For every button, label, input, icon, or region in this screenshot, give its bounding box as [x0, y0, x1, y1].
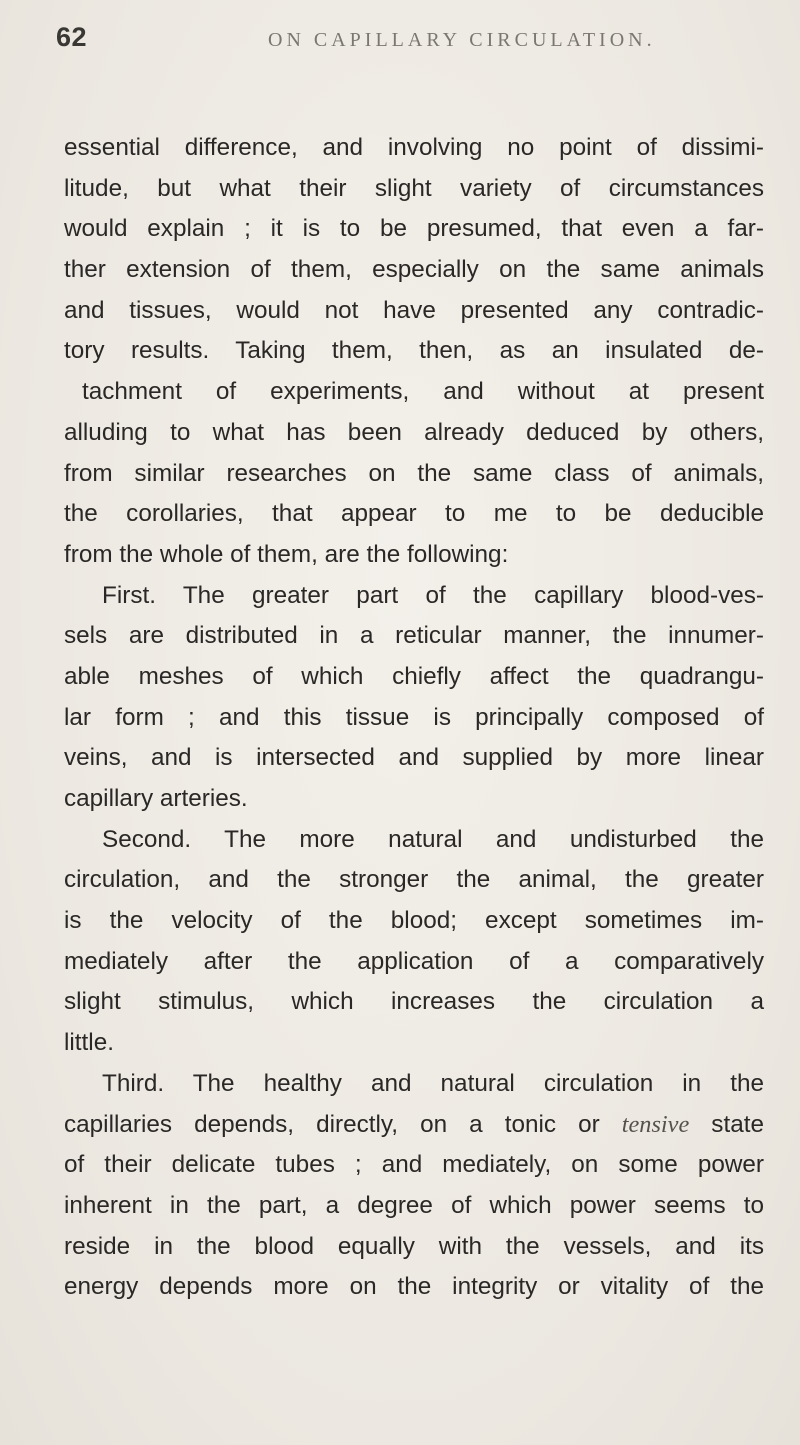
text-line: capillary arteries.: [64, 785, 248, 812]
text-line: and tissues, would not have presented any contradic-: [64, 296, 764, 324]
text-line: circulation, and the stronger the animal, the greater: [64, 866, 764, 894]
paragraph-first-line: Second. The more natural and undisturbed the: [102, 825, 764, 853]
text-line: slight stimulus, which increases the circulation a: [64, 988, 764, 1016]
text-line-with-italic: [64, 1105, 764, 1146]
italic-word: tensive: [621, 1110, 690, 1138]
text-line: mediately after the application of a comparatively: [64, 947, 764, 975]
text-line: tory results. Taking them, then, as an insulated de-: [64, 337, 764, 365]
page-number: 62: [56, 22, 88, 52]
text-line: little.: [64, 1029, 114, 1057]
paragraph-first-line: Third. The healthy and natural circulation in the: [102, 1069, 764, 1097]
text-line: alluding to what has been already deduced by others,: [64, 418, 764, 446]
text-line: the corollaries, that appear to me to be deducible: [64, 500, 764, 528]
text-line: tachment of experiments, and without at present: [82, 378, 764, 406]
text-line: from similar researches on the same class of animals,: [64, 459, 764, 487]
text-line: of their delicate tubes ; and mediately, on some power: [64, 1151, 764, 1179]
paragraph-first-line: First. The greater part of the capillary blood-ves-: [102, 581, 764, 609]
text-line: inherent in the part, a degree of which power seems to: [64, 1191, 764, 1219]
text-line: veins, and is intersected and supplied by more linear: [64, 744, 764, 772]
running-head: ON CAPILLARY CIRCULATION.: [268, 29, 656, 51]
page-header: [56, 22, 756, 62]
text-line: ther extension of them, especially on the same animals: [64, 256, 764, 284]
text-line: sels are distributed in a reticular manner, the innumer-: [64, 622, 764, 650]
body-text: [64, 128, 764, 1308]
text-segment: state: [711, 1110, 764, 1138]
text-line: lar form ; and this tissue is principally composed of: [64, 703, 764, 731]
text-line: essential difference, and involving no point of dissimi-: [64, 134, 764, 161]
text-line: energy depends more on the integrity or vitality of the: [64, 1273, 764, 1301]
text-segment: capillaries depends, directly, on a tonic or: [64, 1110, 600, 1138]
text-line: is the velocity of the blood; except sometimes im-: [64, 907, 764, 935]
text-line: would explain ; it is to be presumed, that even a far-: [64, 215, 764, 243]
text-line: reside in the blood equally with the vessels, and its: [64, 1232, 764, 1260]
text-line: from the whole of them, are the following:: [64, 540, 509, 568]
text-line: able meshes of which chiefly affect the quadrangu-: [64, 662, 764, 690]
text-line: litude, but what their slight variety of circumstances: [64, 174, 764, 202]
